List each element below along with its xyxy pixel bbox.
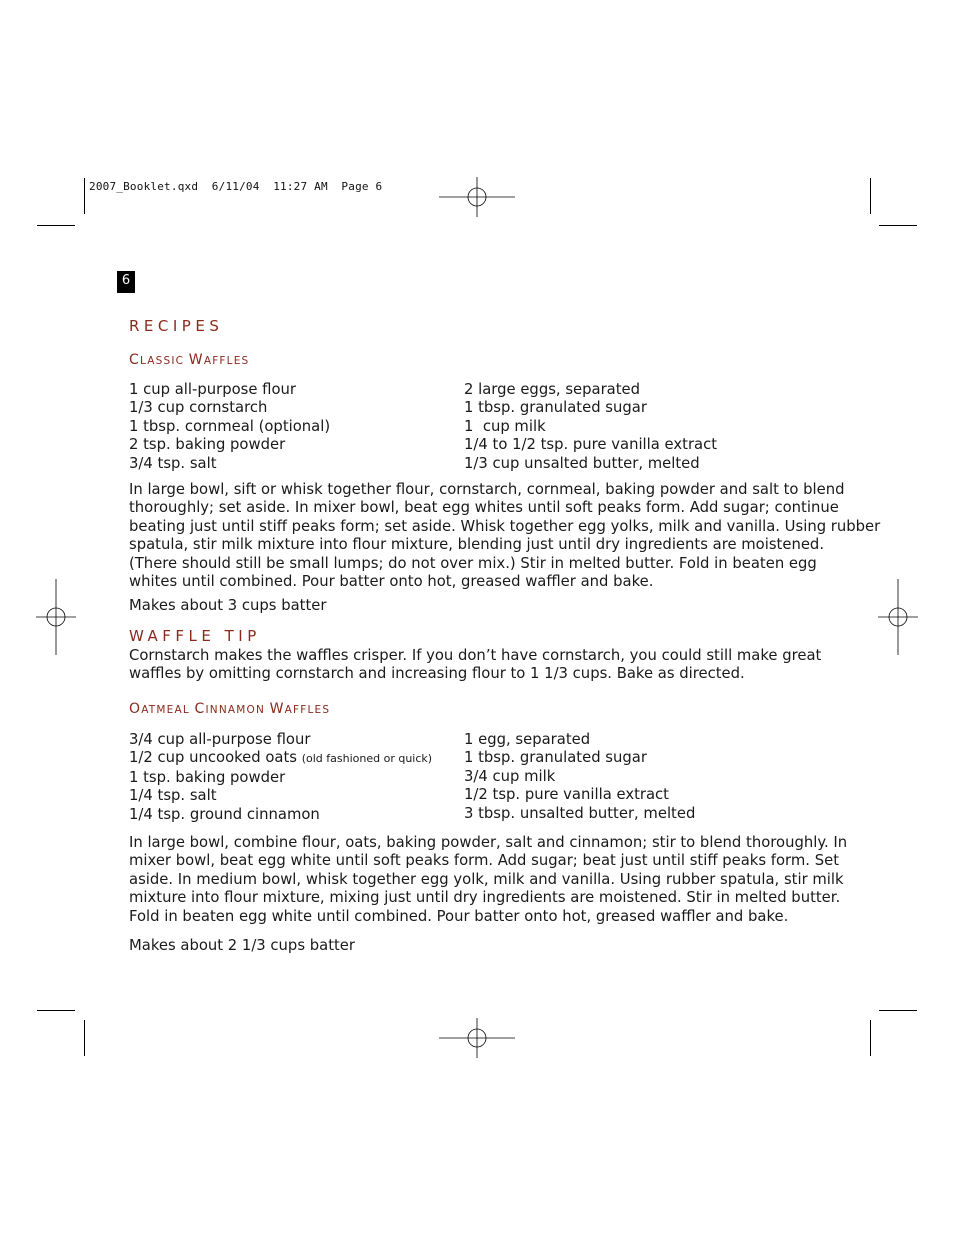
ingredient: 2 large eggs, separated xyxy=(464,381,641,398)
crop-mark xyxy=(870,1020,871,1056)
directions-line: In large bowl, sift or whisk together flour, cornstarch, cornmeal, baking powder and salt to blend xyxy=(129,481,845,498)
ingredients-left-oatmeal xyxy=(129,731,432,824)
ingredient: 3/4 cup milk xyxy=(464,767,556,785)
ingredients-left-classic xyxy=(129,381,330,473)
ingredient: 1 cup all-purpose flour xyxy=(129,381,297,398)
ingredient: 1 tbsp. granulated sugar xyxy=(464,399,647,417)
crop-mark xyxy=(879,225,917,226)
print-slug: 2007_Booklet.qxd 6/11/04 11:27 AM Page 6 xyxy=(89,180,383,193)
ingredient: 1 egg, separated xyxy=(464,731,591,748)
crop-mark xyxy=(84,178,85,214)
ingredient: 3/4 tsp. salt xyxy=(129,454,217,472)
recipe-title-classic-waffles: CLASSIC WAFFLES xyxy=(129,352,250,368)
tip-line: waffles by omitting cornstarch and increasing flour to 1 1/3 cups. Bake as directed. xyxy=(129,665,745,683)
directions-classic xyxy=(129,481,881,591)
crop-mark xyxy=(870,178,871,214)
registration-mark-icon xyxy=(860,579,936,655)
registration-mark-icon xyxy=(18,579,94,655)
ingredient: 1/2 cup uncooked oats (old fashioned or quick) xyxy=(129,749,433,767)
tip-title: WAFFLE TIP xyxy=(129,627,261,645)
directions-line: aside. In medium bowl, whisk together egg yolk, milk and vanilla. Using rubber spatula, stir milk xyxy=(129,870,844,888)
ingredient: 3 tbsp. unsalted butter, melted xyxy=(464,804,696,822)
directions-line: thoroughly; set aside. In mixer bowl, beat egg whites until soft peaks form. Add sugar; continue xyxy=(129,499,839,517)
directions-line: mixer bowl, beat egg white until soft peaks form. Add sugar; beat just until stiff peaks form. Set xyxy=(129,852,839,870)
yield-oatmeal: Makes about 2 1/3 cups batter xyxy=(129,937,355,954)
tip-text xyxy=(129,647,829,684)
page-number: 6 xyxy=(117,271,135,293)
crop-mark xyxy=(37,1010,75,1011)
ingredients-right-classic xyxy=(464,381,717,473)
ingredient: 1/4 to 1/2 tsp. pure vanilla extract xyxy=(464,436,718,454)
recipe-title-oatmeal-cinnamon-waffles: OATMEAL CINNAMON WAFFLES xyxy=(129,701,331,717)
ingredient: 1 tsp. baking powder xyxy=(129,768,286,786)
section-title: RECIPES xyxy=(129,317,224,335)
yield-classic: Makes about 3 cups batter xyxy=(129,597,327,614)
directions-line: mixture into flour mixture, mixing just until dry ingredients are moistened. Stir in melted butter. xyxy=(129,889,841,907)
ingredient: 1/4 tsp. salt xyxy=(129,787,217,805)
ingredient: 1 tbsp. cornmeal (optional) xyxy=(129,417,331,435)
ingredient: 2 tsp. baking powder xyxy=(129,436,286,454)
registration-mark-icon xyxy=(439,159,515,235)
directions-line: beating just until stiff peaks form; set aside. Whisk together egg yolks, milk and vanilla. Using rubber xyxy=(129,517,881,535)
ingredient: 1/3 cup unsalted butter, melted xyxy=(464,454,700,472)
tip-line: Cornstarch makes the waffles crisper. If you don’t have cornstarch, you could still make great xyxy=(129,647,822,664)
directions-line: In large bowl, combine flour, oats, baking powder, salt and cinnamon; stir to blend thoroughly. In xyxy=(129,834,848,851)
directions-line: (There should still be small lumps; do not over mix.) Stir in melted butter. Fold in beaten egg xyxy=(129,554,817,572)
ingredient: 1/2 tsp. pure vanilla extract xyxy=(464,786,669,804)
ingredients-right-oatmeal xyxy=(464,731,695,823)
crop-mark xyxy=(84,1020,85,1056)
registration-mark-icon xyxy=(439,1000,515,1076)
directions-line: spatula, stir milk mixture into flour mixture, blending just until dry ingredients are moistened. xyxy=(129,536,825,554)
ingredient: 1 tbsp. granulated sugar xyxy=(464,749,647,767)
ingredient: 1/4 tsp. ground cinnamon xyxy=(129,805,320,823)
directions-oatmeal xyxy=(129,834,848,926)
ingredient: 1/3 cup cornstarch xyxy=(129,399,268,417)
oats-note: (old fashioned or quick) xyxy=(301,752,433,766)
crop-mark xyxy=(37,225,75,226)
directions-line: Fold in beaten egg white until combined. Pour batter onto hot, greased waffler and bake. xyxy=(129,907,789,925)
ingredient: 3/4 cup all-purpose flour xyxy=(129,731,311,748)
directions-line: whites until combined. Pour batter onto hot, greased waffler and bake. xyxy=(129,573,654,591)
ingredient: 1 cup milk xyxy=(464,417,546,435)
crop-mark xyxy=(879,1010,917,1011)
